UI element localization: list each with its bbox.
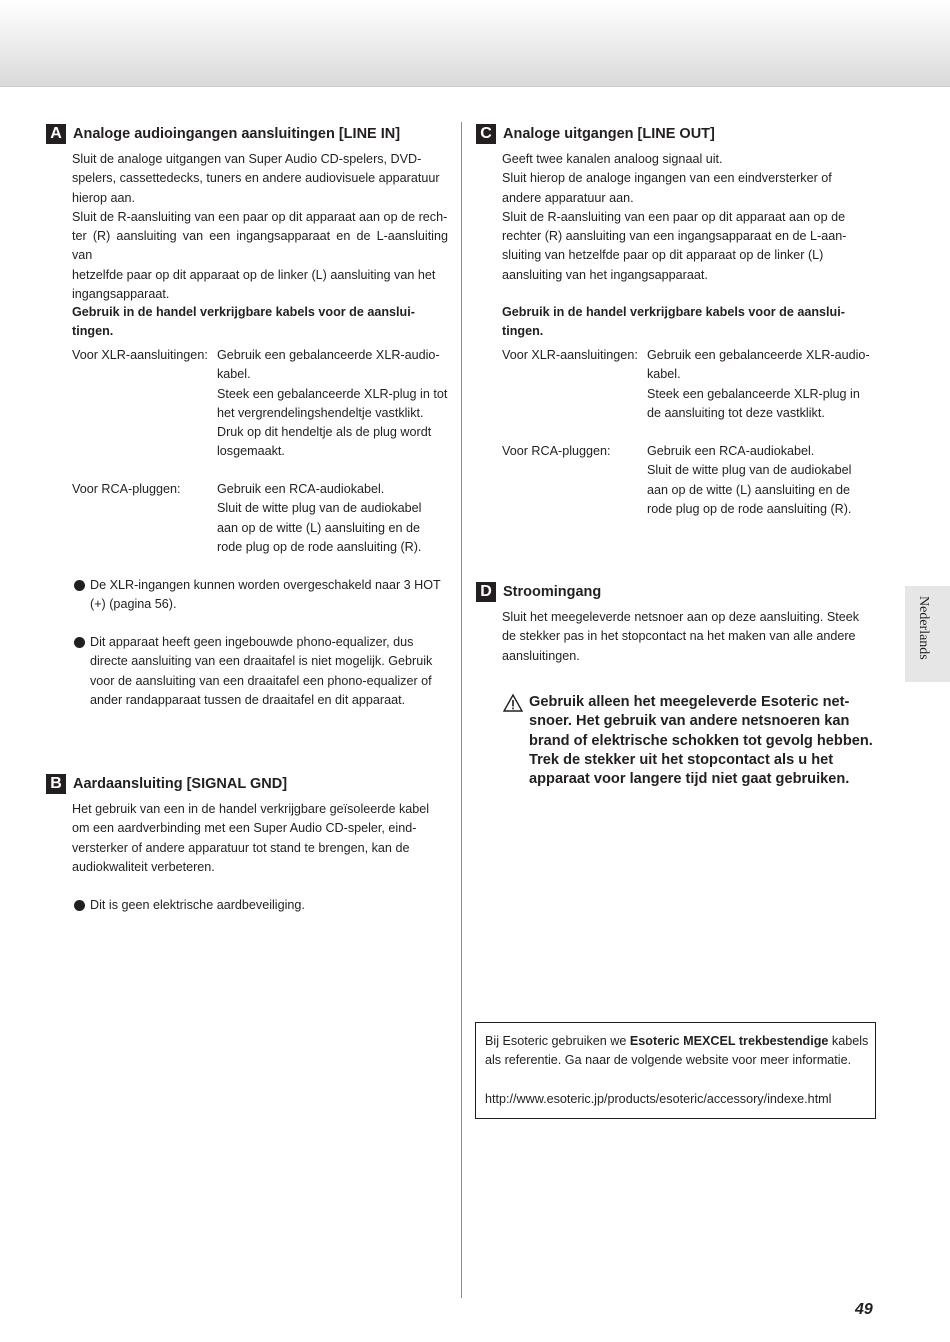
section-a-cable-note — [72, 303, 448, 342]
section-a-rca-row — [72, 480, 448, 560]
column-divider — [461, 122, 462, 1298]
section-c-line: rechter (R) aansluiting van een ingangsapparaat en de L-aan- — [502, 229, 847, 244]
section-d-line: Sluit het meegeleverde netsnoer aan op deze aansluiting. Steek — [502, 610, 860, 624]
rca-text — [217, 480, 421, 557]
section-a-heading — [46, 124, 400, 144]
cable-note-line: tingen. — [72, 324, 114, 339]
section-a-title: Analoge audioingangen aansluitingen [LINE IN] — [73, 126, 401, 142]
info-text: kabels — [828, 1034, 869, 1048]
xlr-line: Druk op dit hendeltje als de plug wordt — [217, 425, 432, 440]
rca-line: Gebruik een RCA-audiokabel. — [217, 482, 385, 496]
section-d-title: Stroomingang — [503, 584, 602, 600]
rca-line: aan op de witte (L) aansluiting en de — [647, 482, 851, 497]
cable-note-line: Gebruik in de handel verkrijgbare kabels voor de aanslui- — [502, 305, 845, 319]
section-c-line: Sluit hierop de analoge ingangen van een eindversterker of — [502, 171, 832, 186]
bullet-line: ander randapparaat tussen de draaitafel en dit apparaat. — [90, 692, 406, 707]
xlr-line: Steek een gebalanceerde XLR-plug in — [647, 386, 860, 401]
section-b-line: om een aardverbinding met een Super Audio CD-speler, eind- — [72, 821, 417, 836]
warning-text — [529, 693, 873, 789]
info-bold-text: Esoteric MEXCEL trekbestendige — [629, 1034, 829, 1048]
bullet-line: (+) (pagina 56). — [90, 597, 177, 612]
warning-line: Gebruik alleen het meegeleverde Esoteric net- — [529, 694, 850, 710]
warning-line: Trek de stekker uit het stopcontact als u het — [529, 751, 834, 768]
section-a-line: spelers, cassettedecks, tuners en andere audiovisuele apparatuur — [72, 171, 440, 186]
warning-triangle-icon — [503, 694, 523, 712]
section-a-line: hetzelfde paar op dit apparaat op de linker (L) aansluiting van het — [72, 267, 436, 282]
section-b-line: versterker of andere apparatuur tot stand te brengen, kan de — [72, 840, 410, 855]
section-c-line: Sluit de R-aansluiting van een paar op dit apparaat aan op de — [502, 209, 846, 224]
section-d-paragraph — [502, 608, 878, 666]
info-url-link[interactable]: http://www.esoteric.jp/products/esoteric/accessory/indexe.html — [485, 1092, 832, 1106]
section-c-badge: C — [476, 124, 496, 144]
section-b-line: audiokwaliteit verbeteren. — [72, 859, 215, 874]
section-c-rca-row — [502, 442, 878, 522]
section-a-xlr-row — [72, 346, 448, 466]
xlr-line: de aansluiting tot deze vastklikt. — [647, 405, 825, 420]
language-side-tab — [905, 586, 950, 682]
xlr-line: het vergrendelingshendeltje vastklikt. — [217, 405, 424, 420]
section-c-heading — [476, 124, 715, 144]
warning-line: snoer. Het gebruik van andere netsnoeren kan — [529, 713, 850, 730]
rca-label: Voor RCA-pluggen: — [502, 444, 611, 458]
section-b-title: Aardaansluiting [SIGNAL GND] — [73, 776, 288, 792]
bullet-line: De XLR-ingangen kunnen worden overgeschakeld naar 3 HOT — [90, 578, 441, 592]
cable-note-line: tingen. — [502, 324, 544, 339]
section-b-line: Het gebruik van een in de handel verkrijgbare geïsoleerde kabel — [72, 802, 430, 816]
xlr-text — [647, 346, 870, 423]
xlr-line: kabel. — [217, 367, 251, 382]
section-a-line: ingangsapparaat. — [72, 287, 170, 302]
page-number: 49 — [855, 1301, 873, 1318]
section-a-line: ter (R) aansluiting van een ingangsapparaat en de L-aansluiting van — [72, 229, 448, 263]
rca-line: aan op de witte (L) aansluiting en de — [217, 520, 421, 535]
xlr-line: Gebruik een gebalanceerde XLR-audio- — [647, 348, 870, 362]
rca-line: Sluit de witte plug van de audiokabel — [647, 463, 852, 478]
rca-text — [647, 442, 851, 519]
section-c-paragraph — [502, 150, 878, 285]
info-box — [475, 1022, 876, 1119]
section-d-line: de stekker pas in het stopcontact na het maken van alle andere — [502, 629, 856, 644]
section-c-line: Geeft twee kanalen analoog signaal uit. — [502, 152, 723, 166]
rca-line: rode plug op de rode aansluiting (R). — [647, 501, 852, 516]
rca-label: Voor RCA-pluggen: — [72, 482, 181, 496]
section-c-line: andere apparatuur aan. — [502, 190, 634, 205]
cable-note-line: Gebruik in de handel verkrijgbare kabels voor de aanslui- — [72, 305, 415, 319]
section-d-heading — [476, 582, 601, 602]
section-b-badge: B — [46, 774, 66, 794]
bullet-icon — [74, 900, 85, 911]
section-a-bullet-2 — [90, 633, 448, 710]
bullet-icon — [74, 637, 85, 648]
section-c-line: aansluiting van het ingangsapparaat. — [502, 267, 708, 282]
section-c-line: sluiting van hetzelfde paar op dit apparaat op de linker (L) — [502, 248, 824, 263]
bullet-line: directe aansluiting van een draaitafel is niet mogelijk. Gebruik — [90, 654, 433, 669]
language-label: Nederlands — [916, 596, 931, 660]
xlr-label: Voor XLR-aansluitingen: — [502, 348, 638, 362]
bullet-line: Dit is geen elektrische aardbeveiliging. — [90, 898, 305, 912]
xlr-text — [217, 346, 447, 462]
section-c-xlr-row — [502, 346, 878, 426]
section-b-paragraph — [72, 800, 448, 877]
bullet-line: voor de aansluiting van een draaitafel een phono-equalizer of — [90, 673, 432, 688]
section-a-paragraph — [72, 150, 448, 304]
section-a-line: Sluit de R-aansluiting van een paar op dit apparaat aan op de rech- — [72, 209, 448, 224]
section-b-bullet — [90, 896, 448, 915]
rca-line: rode plug op de rode aansluiting (R). — [217, 539, 422, 554]
info-line-1 — [485, 1032, 868, 1051]
xlr-line: Steek een gebalanceerde XLR-plug in tot — [217, 386, 448, 401]
section-a-line: hierop aan. — [72, 190, 136, 205]
bullet-icon — [74, 580, 85, 591]
info-text: Bij Esoteric gebruiken we — [485, 1034, 630, 1048]
section-c-title: Analoge uitgangen [LINE OUT] — [503, 126, 715, 142]
section-d-line: aansluitingen. — [502, 648, 580, 663]
section-a-line: Sluit de analoge uitgangen van Super Audio CD-spelers, DVD- — [72, 152, 422, 166]
section-a-badge: A — [46, 124, 66, 144]
header-band — [0, 0, 950, 87]
bullet-line: Dit apparaat heeft geen ingebouwde phono-equalizer, dus — [90, 635, 414, 649]
rca-line: Gebruik een RCA-audiokabel. — [647, 444, 815, 458]
section-c-cable-note — [502, 303, 878, 342]
xlr-label: Voor XLR-aansluitingen: — [72, 348, 208, 362]
info-line-2: als referentie. Ga naar de volgende website voor meer informatie. — [485, 1053, 852, 1067]
xlr-line: kabel. — [647, 367, 681, 382]
warning-line: brand of elektrische schokken tot gevolg hebben. — [529, 732, 873, 749]
xlr-line: Gebruik een gebalanceerde XLR-audio- — [217, 348, 440, 362]
section-d-badge: D — [476, 582, 496, 602]
warning-line: apparaat voor langere tijd niet gaat gebruiken. — [529, 771, 850, 788]
xlr-line: losgemaakt. — [217, 444, 285, 459]
section-a-bullet-1 — [90, 576, 448, 615]
section-b-heading — [46, 774, 287, 794]
rca-line: Sluit de witte plug van de audiokabel — [217, 501, 422, 516]
